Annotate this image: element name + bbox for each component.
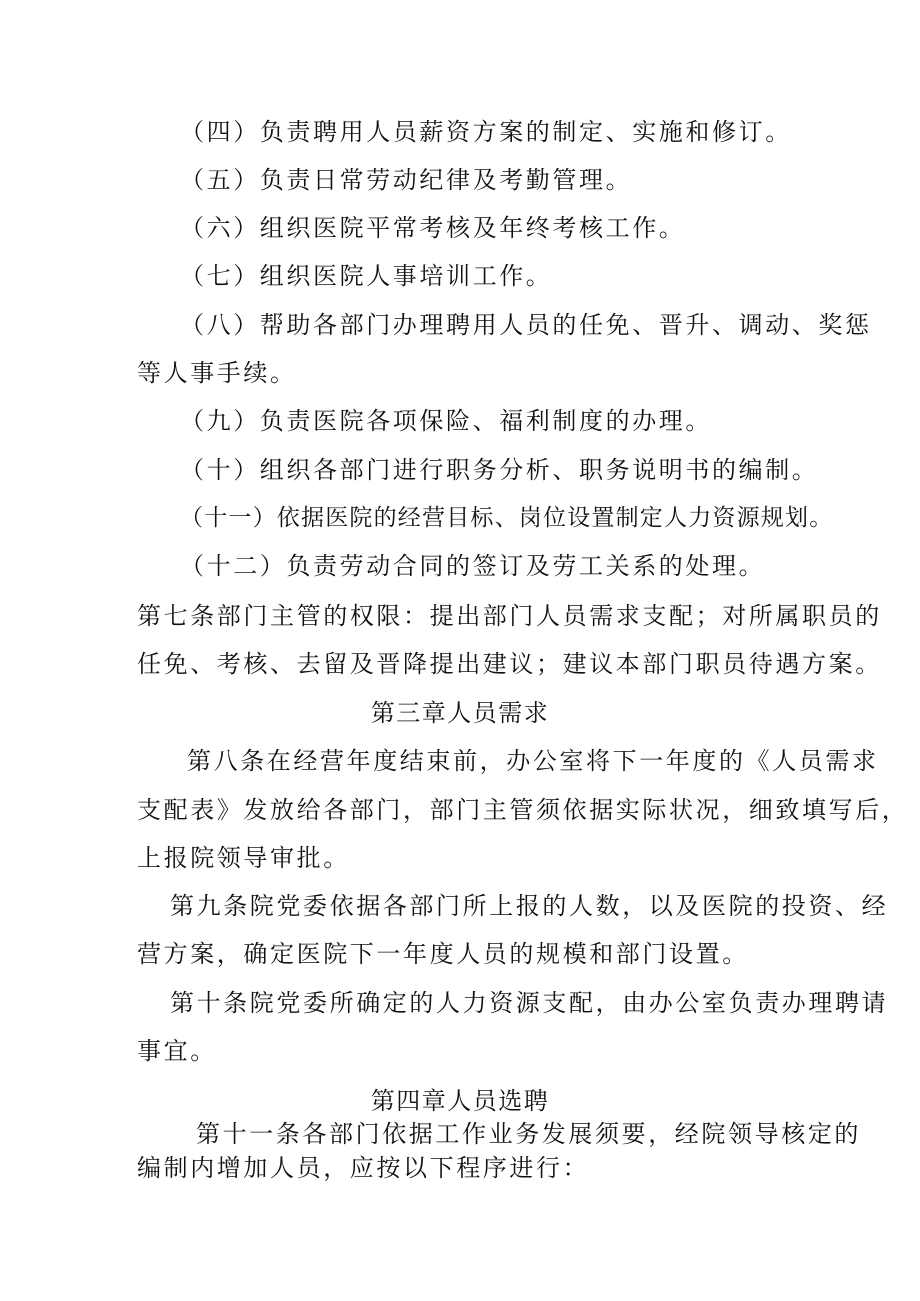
- chapter-4-title: 第四章人员选聘: [370, 1087, 550, 1115]
- item-4: （四）负责聘用人员薪资方案的制定、实施和修订。: [180, 118, 792, 146]
- article-10-line-1: 第十条院党委所确定的人力资源支配，由办公室负责办理聘请: [170, 989, 889, 1017]
- article-8-line-3: 上报院领导审批。: [137, 844, 350, 872]
- article-7-line-2: 任免、考核、去留及晋降提出建议；建议本部门职员待遇方案。: [137, 650, 882, 678]
- article-8-line-2: 支配表》发放给各部门，部门主管须依据实际状况，细致填写后，: [137, 796, 909, 824]
- item-7: （七）组织医院人事培训工作。: [180, 262, 553, 290]
- item-12: （十二）负责劳动合同的签订及劳工关系的处理。: [180, 552, 766, 580]
- item-5: （五）负责日常劳动纪律及考勤管理。: [180, 166, 633, 194]
- article-11-line-2: 编制内增加人员，应按以下程序进行：: [137, 1154, 590, 1182]
- article-8-line-1: 第八条在经营年度结束前，办公室将下一年度的《人员需求: [187, 747, 879, 775]
- article-11-line-1: 第十一条各部门依据工作业务发展须要，经院领导核定的: [196, 1120, 861, 1148]
- item-11: （十一）依据医院的经营目标、岗位设置制定人力资源规划。: [180, 505, 834, 531]
- item-10: （十）组织各部门进行职务分析、职务说明书的编制。: [180, 456, 819, 484]
- article-9-line-1: 第九条院党委依据各部门所上报的人数，以及医院的投资、经: [170, 892, 889, 920]
- item-9: （九）负责医院各项保险、福利制度的办理。: [180, 407, 712, 435]
- item-6: （六）组织医院平常考核及年终考核工作。: [180, 214, 686, 242]
- item-8: （八）帮助各部门办理聘用人员的任免、晋升、调动、奖惩: [180, 311, 872, 339]
- article-7-line-1: 第七条部门主管的权限：提出部门人员需求支配；对所属职员的: [137, 602, 882, 630]
- item-8-continued: 等人事手续。: [137, 359, 297, 387]
- chapter-3-title: 第三章人员需求: [370, 699, 550, 727]
- article-9-line-2: 营方案，确定医院下一年度人员的规模和部门设置。: [137, 940, 749, 968]
- article-10-line-2: 事宜。: [137, 1037, 217, 1065]
